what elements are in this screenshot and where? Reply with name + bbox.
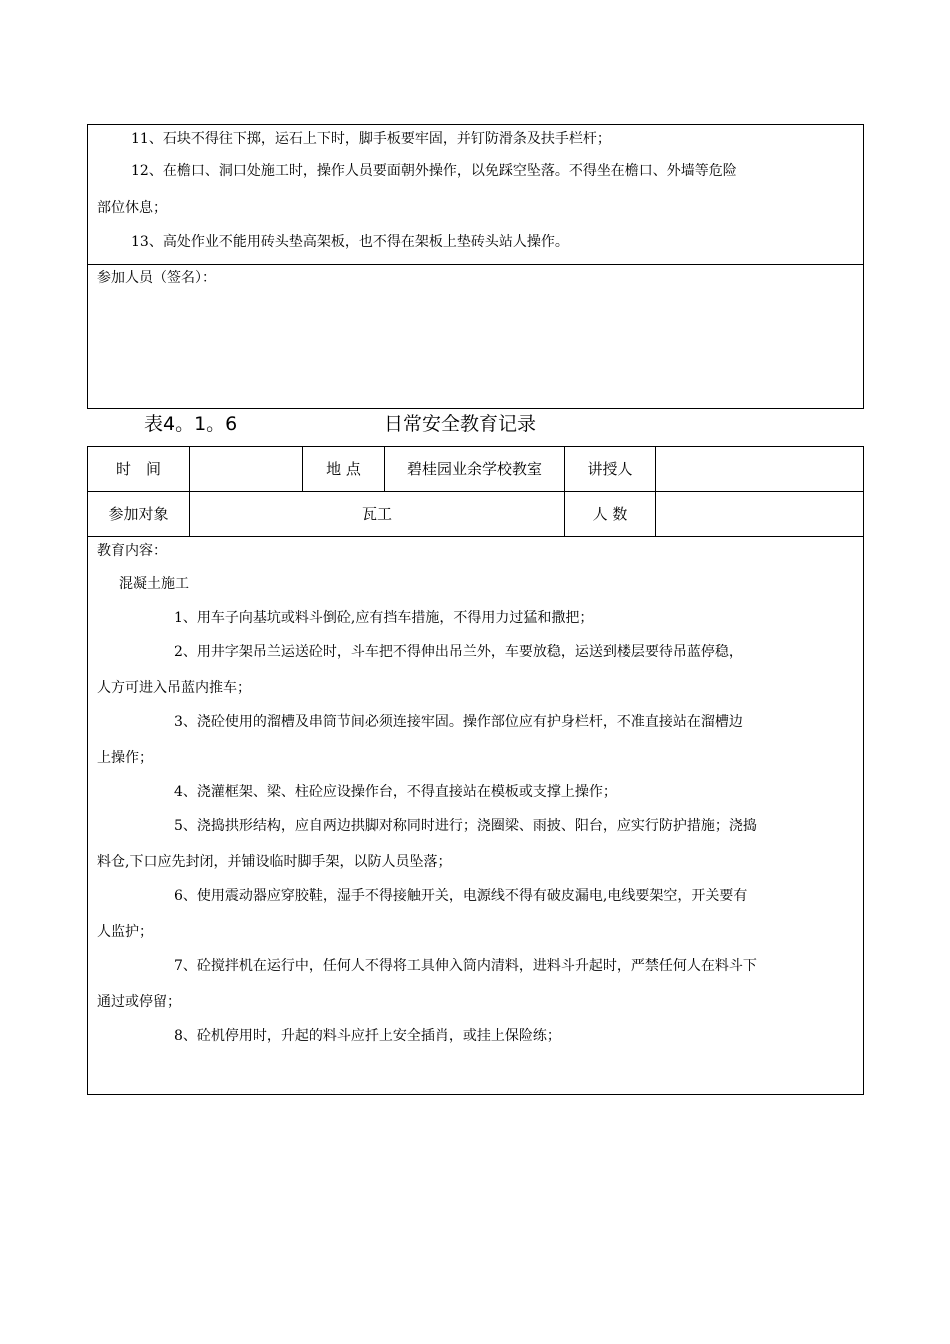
record-col-divider-5 (655, 446, 656, 537)
record-row-divider-2 (87, 536, 864, 537)
signature-label: 参加人员（签名）： (97, 270, 216, 286)
place-label: 地 点 (326, 460, 361, 478)
place-value: 碧桂园业余学校教室 (406, 460, 542, 478)
content-line-5: 5、浇捣拱形结构，应自两边拱脚对称同时进行；浇圈梁、雨披、阳台，应实行防护措施；浇捣 (174, 818, 757, 834)
content-subject: 混凝土施工 (119, 576, 189, 592)
time-label: 时 间 (115, 460, 161, 478)
record-table (87, 446, 864, 1095)
table-title: 日常安全教育记录 (384, 413, 537, 435)
participants-label: 参加对象 (108, 505, 169, 523)
top-item-11: 11、石块不得往下掷，运石上下时，脚手板要牢固，并钉防滑条及扶手栏杆； (131, 131, 611, 147)
content-line-6: 6、使用震动器应穿胶鞋，湿手不得接触开关，电源线不得有破皮漏电,电线要架空，开关要有 (174, 888, 748, 904)
participants-value: 瓦工 (361, 505, 392, 523)
content-label: 教育内容： (97, 543, 167, 559)
top-item-12: 12、在檐口、洞口处施工时，操作人员要面朝外操作，以免踩空坠落。不得坐在檐口、外墙等危险 (131, 163, 737, 179)
content-line-4: 4、浇灌框架、梁、柱砼应设操作台，不得直接站在模板或支撑上操作； (174, 784, 617, 800)
top-item-13: 13、高处作业不能用砖头垫高架板，也不得在架板上垫砖头站人操作。 (131, 234, 569, 250)
content-line-2-cont: 人方可进入吊蓝内推车； (97, 680, 251, 696)
record-row-divider-1 (87, 491, 864, 492)
content-line-2: 2、用井字架吊兰运送砼时，斗车把不得伸出吊兰外，车要放稳，运送到楼层要待吊蓝停稳， (174, 644, 743, 660)
content-line-6-cont: 人监护； (97, 924, 153, 940)
content-line-8: 8、砼机停用时，升起的料斗应扦上安全插肖，或挂上保险练； (174, 1028, 561, 1044)
content-line-1: 1、用车子向基坑或料斗倒砼,应有挡车措施，不得用力过猛和撒把； (174, 610, 594, 626)
lecturer-label: 讲授人 (587, 460, 633, 478)
content-line-3: 3、浇砼使用的溜槽及串筒节间必须连接牢固。操作部位应有护身栏杆，不准直接站在溜槽边 (174, 714, 743, 730)
top-item-12-cont: 部位休息； (97, 200, 167, 216)
table-number: 表4。1。6 (144, 413, 238, 435)
content-line-5-cont: 料仓,下口应先封闭，并铺设临时脚手架，以防人员坠落； (97, 854, 452, 870)
content-line-7-cont: 通过或停留； (97, 994, 181, 1010)
content-line-3-cont: 上操作； (97, 750, 153, 766)
content-line-7: 7、砼搅拌机在运行中，任何人不得将工具伸入筒内清料，进料斗升起时，严禁任何人在料斗下 (174, 958, 757, 974)
count-label: 人 数 (592, 505, 628, 523)
top-table-divider (87, 264, 864, 265)
